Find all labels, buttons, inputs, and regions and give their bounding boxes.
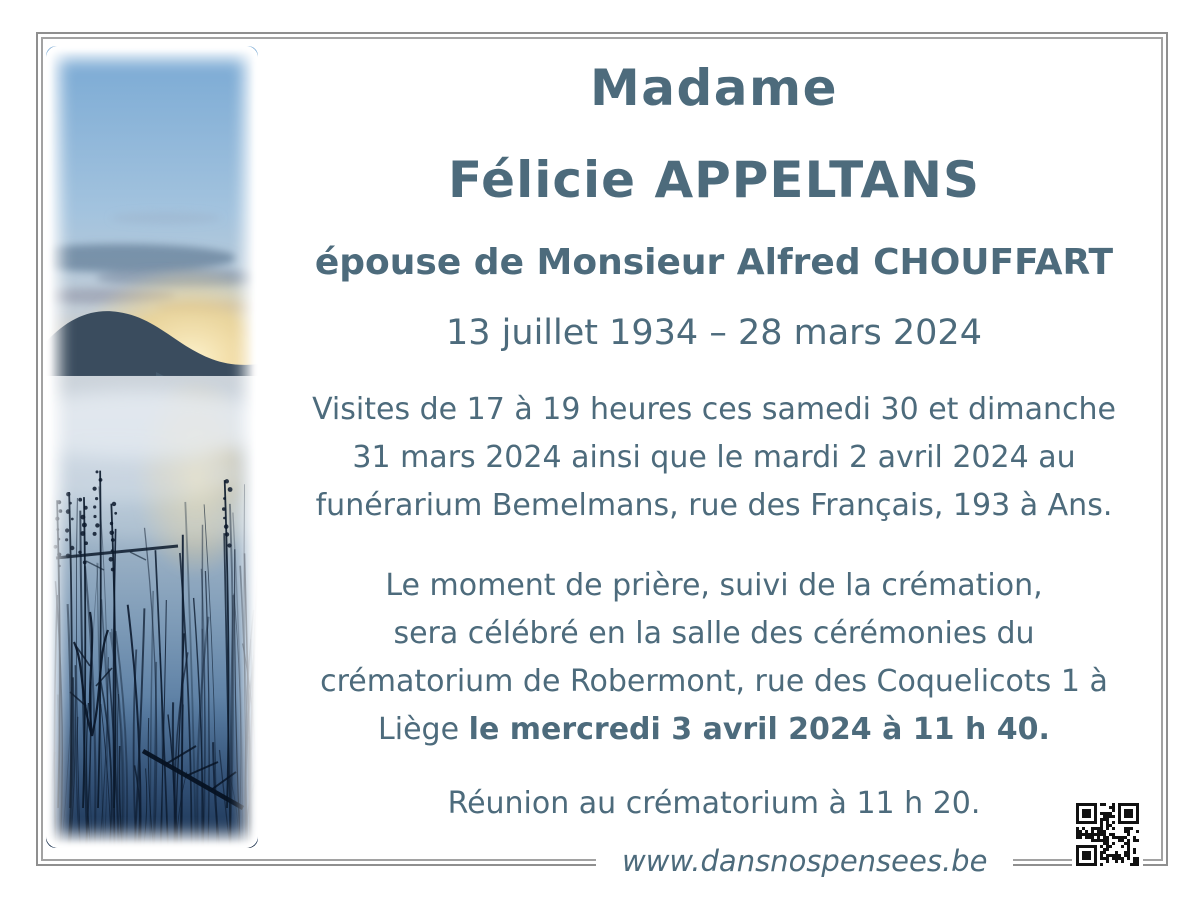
memorial-photo (46, 46, 258, 848)
website-link[interactable]: www.dansnospensees.be (596, 843, 1013, 879)
life-dates: 13 juillet 1934 – 28 mars 2024 (446, 313, 982, 353)
reunion-line: Réunion au crématorium à 11 h 20. (447, 786, 981, 821)
qr-code (1072, 799, 1143, 870)
ceremony-datetime-bold: le mercredi 3 avril 2024 à 11 h 40. (468, 712, 1050, 747)
deceased-name: Félicie APPELTANS (448, 151, 980, 209)
lake-sunrise-image (46, 46, 258, 848)
ceremony-city: Liège (378, 712, 460, 747)
ceremony-line-4 (264, 706, 1164, 754)
visits-line-2: 31 mars 2024 ainsi que le mardi 2 avril 2024 au (352, 440, 1076, 475)
spouse-line: épouse de Monsieur Alfred CHOUFFART (314, 242, 1114, 283)
ceremony-paragraph (264, 562, 1164, 754)
announcement-text (264, 32, 1164, 828)
visits-paragraph (264, 386, 1164, 530)
visits-line-3: funérarium Bemelmans, rue des Français, 193 à Ans. (315, 488, 1113, 523)
ceremony-line-3: crématorium de Robermont, rue des Coquelicots 1 à (320, 664, 1108, 699)
visits-line-1: Visites de 17 à 19 heures ces samedi 30 et dimanche (312, 392, 1116, 427)
ceremony-line-2: sera célébré en la salle des cérémonies du (393, 616, 1035, 651)
salutation-title: Madame (589, 59, 839, 117)
ceremony-line-1: Le moment de prière, suivi de la crémation, (385, 568, 1043, 603)
